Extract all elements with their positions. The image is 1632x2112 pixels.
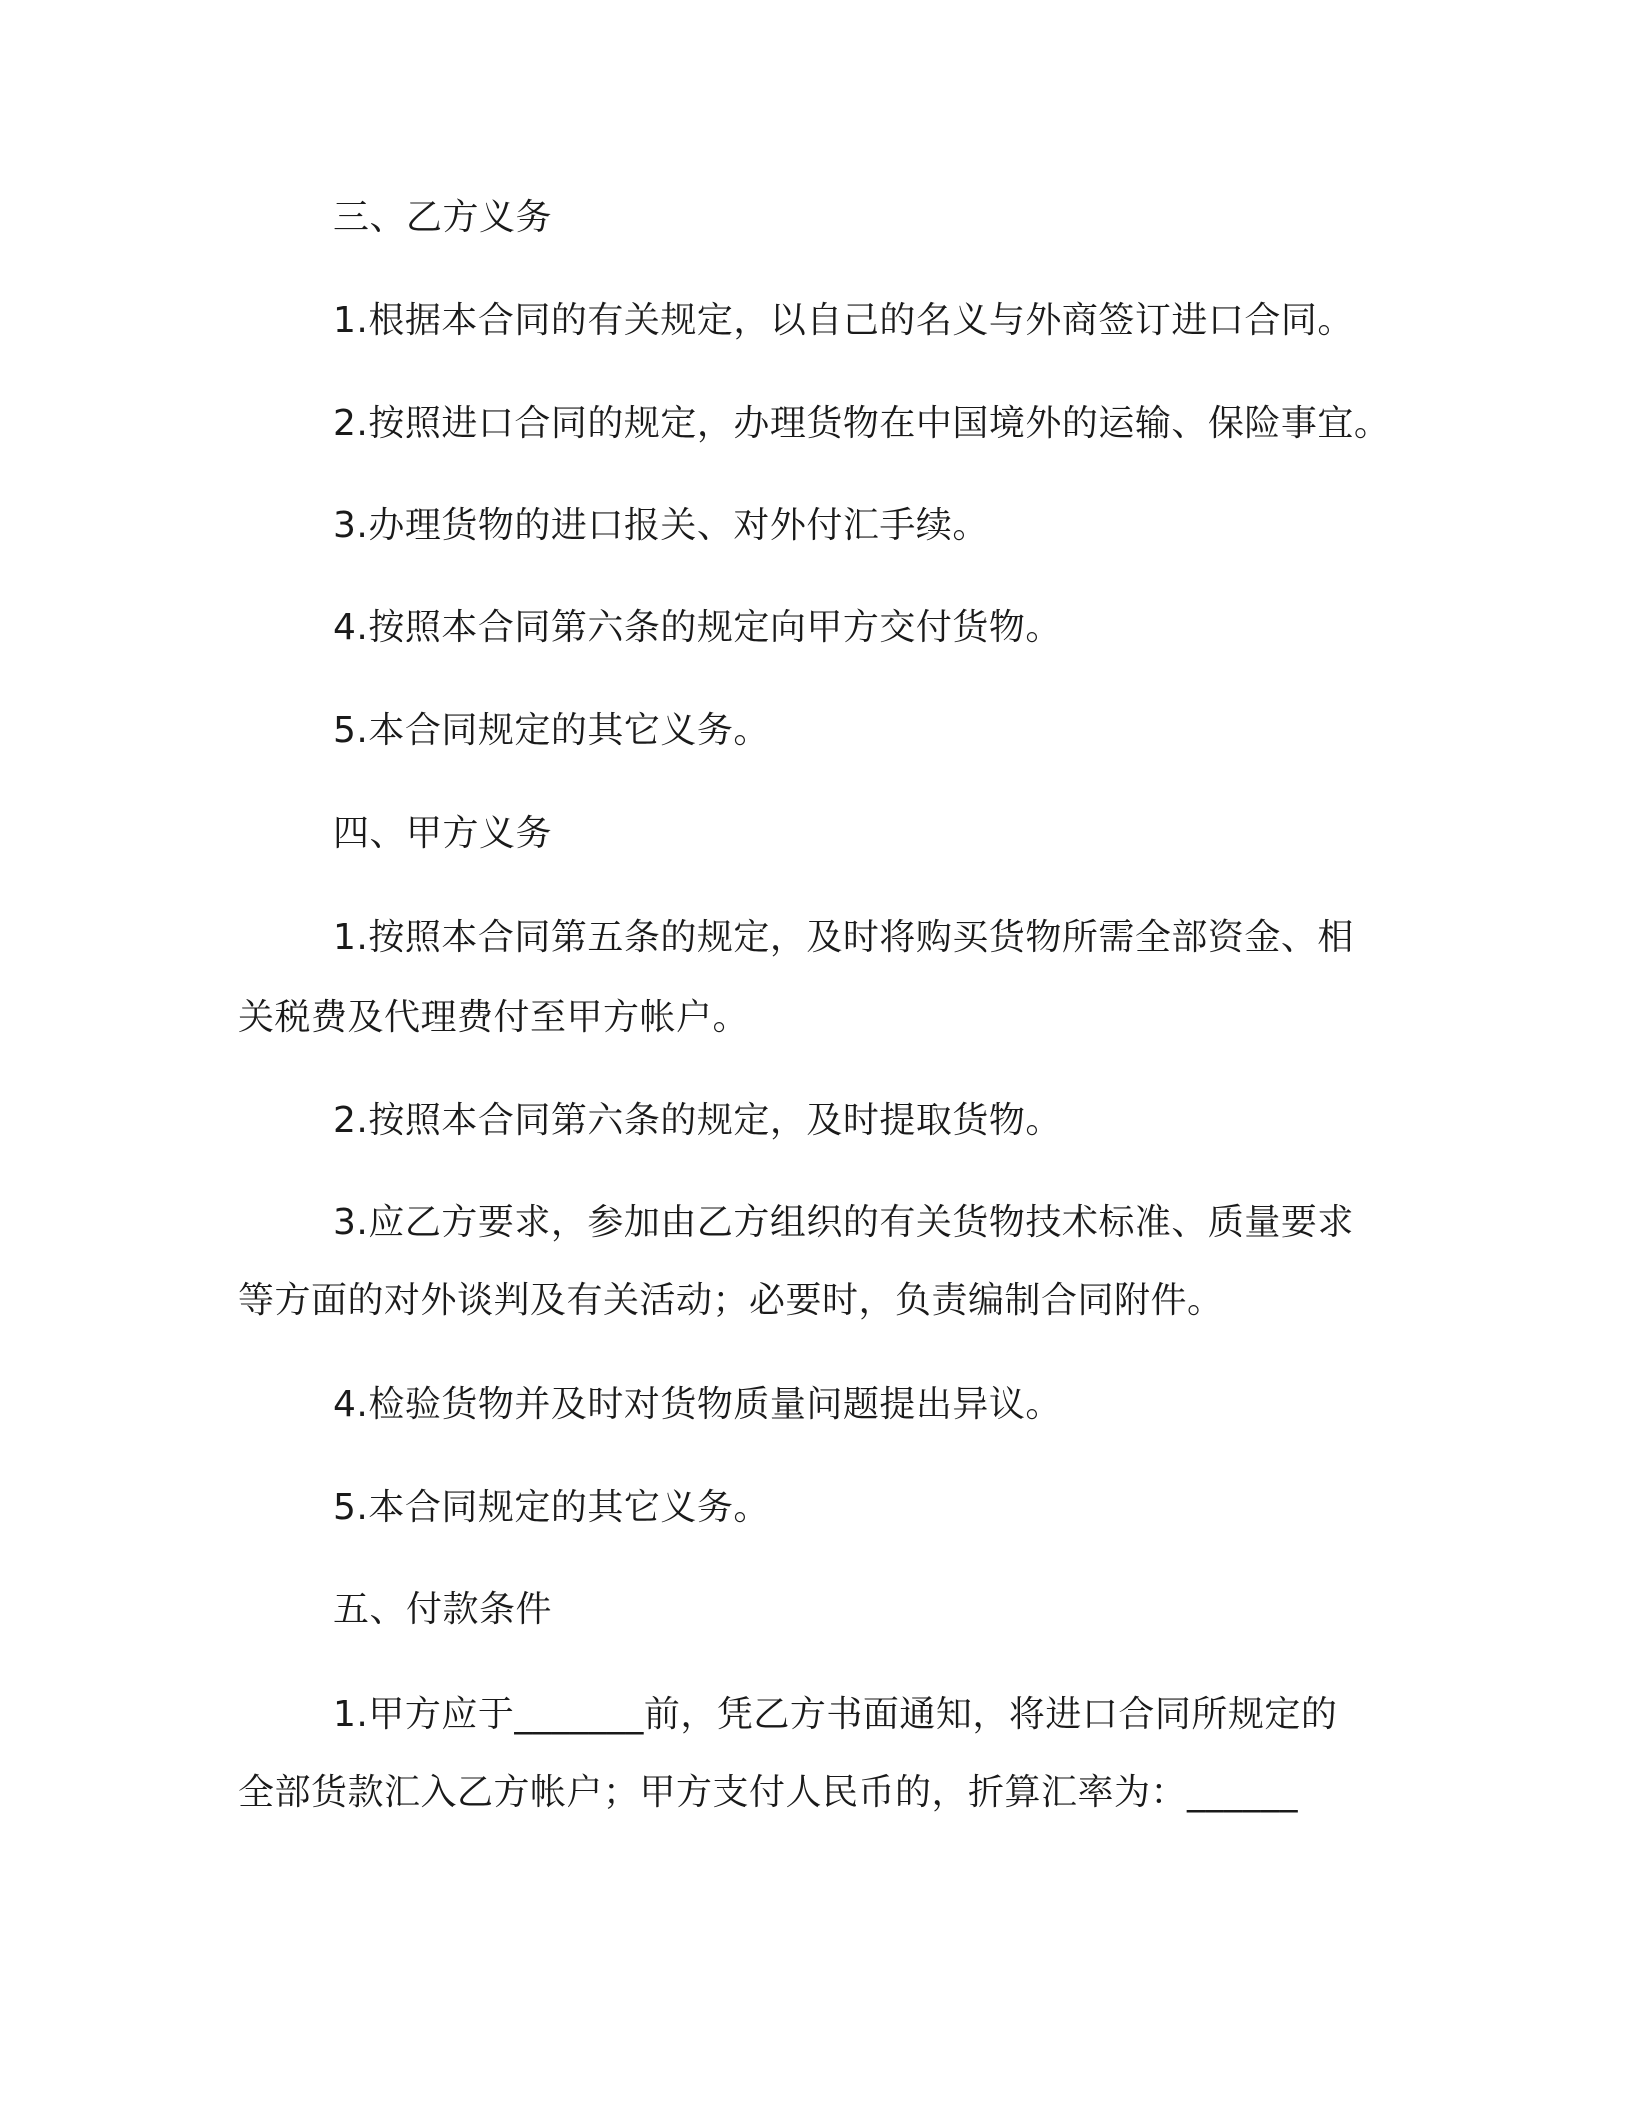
- clause-yi-3: 3.办理货物的进口报关、对外付汇手续。: [333, 505, 989, 546]
- section-heading-payment-terms: 五、付款条件: [333, 1589, 553, 1630]
- clause-jia-1-line1: 1.按照本合同第五条的规定，及时将购买货物所需全部资金、相: [333, 917, 1354, 958]
- clause-yi-1: 1.根据本合同的有关规定，以自己的名义与外商签订进口合同。: [333, 300, 1354, 341]
- clause-jia-3-line1: 3.应乙方要求，参加由乙方组织的有关货物技术标准、质量要求: [333, 1202, 1354, 1243]
- clause-jia-5: 5.本合同规定的其它义务。: [333, 1487, 770, 1528]
- section-heading-yi-obligations: 三、乙方义务: [333, 197, 553, 238]
- clause-payment-1-line2: 全部货款汇入乙方帐户；甲方支付人民币的，折算汇率为：______: [238, 1772, 1299, 1813]
- clause-jia-4: 4.检验货物并及时对货物质量问题提出异议。: [333, 1384, 1062, 1425]
- clause-yi-4: 4.按照本合同第六条的规定向甲方交付货物。: [333, 607, 1062, 648]
- clause-jia-2: 2.按照本合同第六条的规定，及时提取货物。: [333, 1100, 1062, 1141]
- clause-jia-1-line2: 关税费及代理费付至甲方帐户。: [238, 997, 750, 1038]
- clause-yi-2: 2.按照进口合同的规定，办理货物在中国境外的运输、保险事宜。: [333, 403, 1391, 444]
- clause-payment-1-line1: 1.甲方应于_______前，凭乙方书面通知，将进口合同所规定的: [333, 1694, 1338, 1735]
- clause-yi-5: 5.本合同规定的其它义务。: [333, 710, 770, 751]
- clause-jia-3-line2: 等方面的对外谈判及有关活动；必要时，负责编制合同附件。: [238, 1280, 1224, 1321]
- section-heading-jia-obligations: 四、甲方义务: [333, 813, 553, 854]
